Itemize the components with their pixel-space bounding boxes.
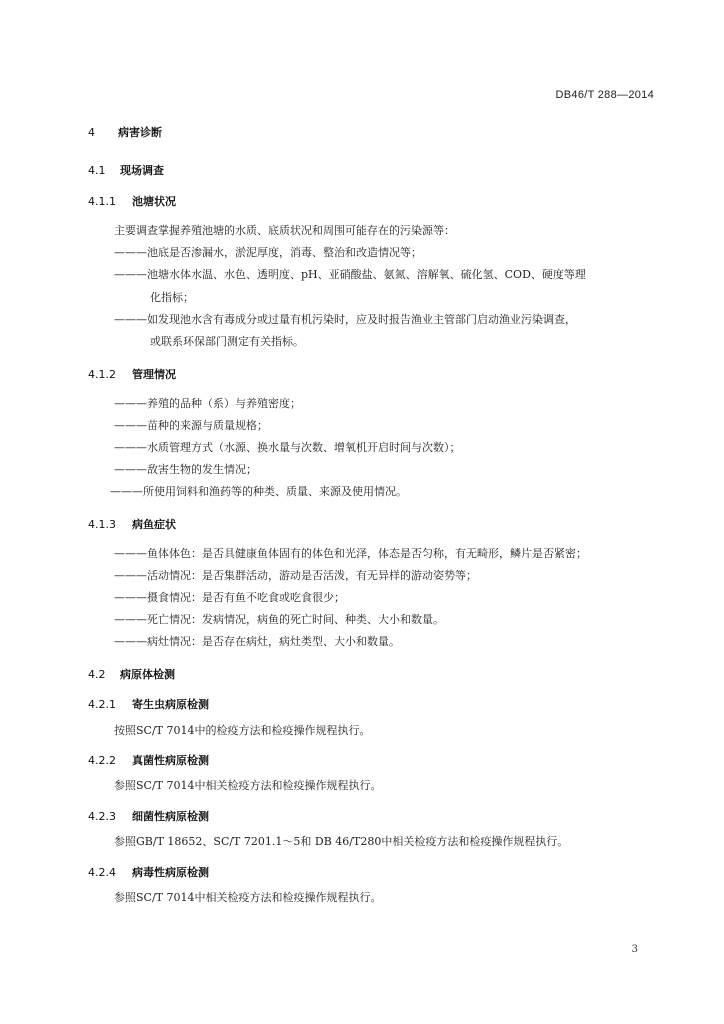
- section-4-2-3-heading: [88, 808, 209, 824]
- section-title: 管理情况: [132, 368, 176, 381]
- section-4-1-1-heading: [88, 193, 176, 209]
- section-number: 4.1: [88, 164, 106, 177]
- section-number: 4.1.1: [88, 195, 116, 208]
- standard-code: DB46/T 288—2014: [555, 89, 654, 101]
- section-title: 池塘状况: [132, 195, 176, 208]
- section-4-1-3-heading: [88, 516, 176, 532]
- list-item: ———病灶情况：是否存在病灶，病灶类型、大小和数量。: [114, 635, 400, 648]
- paragraph-text: 按照SC/T 7014中的检疫方法和检疫操作规程执行。: [114, 724, 371, 737]
- list-item: ———鱼体体色：是否具健康鱼体固有的体色和光泽，体态是否匀称，有无畸形，鳞片是否紧密；: [114, 547, 587, 560]
- section-title: 病鱼症状: [132, 518, 176, 531]
- list-item: ———敌害生物的发生情况；: [114, 463, 257, 476]
- section-4-1-heading: [88, 162, 164, 178]
- paragraph-text: 参照GB/T 18652、SC/T 7201.1～5和 DB 46/T280中相关检疫方法和检疫操作规程执行。: [114, 835, 569, 848]
- section-title: 病害诊断: [118, 126, 162, 139]
- section-title: 现场调查: [120, 164, 164, 177]
- paragraph-text: 参照SC/T 7014中相关检疫方法和检疫操作规程执行。: [114, 891, 382, 904]
- list-item: ———死亡情况：发病情况，病鱼的死亡时间、种类、大小和数量。: [114, 613, 444, 626]
- section-title: 病毒性病原检测: [132, 866, 209, 879]
- section-number: 4.2.2: [88, 754, 116, 767]
- section-title: 病原体检测: [120, 668, 175, 681]
- section-number: 4.1.3: [88, 518, 116, 531]
- list-item-continuation: 化指标；: [150, 291, 194, 304]
- section-number: 4.2.1: [88, 698, 116, 711]
- section-4-2-4-heading: [88, 864, 209, 880]
- paragraph-text: 参照SC/T 7014中相关检疫方法和检疫操作规程执行。: [114, 779, 382, 792]
- section-4-heading: [88, 124, 162, 140]
- list-item: ———苗种的来源与质量规格；: [114, 419, 268, 432]
- section-title: 寄生虫病原检测: [132, 698, 209, 711]
- page-number: 3: [631, 944, 638, 955]
- section-number: 4.2.4: [88, 866, 116, 879]
- list-item: ———池塘水体水温、水色、透明度、pH、亚硝酸盐、氨氮、溶解氧、硫化氢、COD、硬度等理: [114, 268, 586, 281]
- section-number: 4: [88, 126, 95, 139]
- list-item-continuation: 或联系环保部门测定有关指标。: [150, 335, 304, 348]
- list-item: ———水质管理方式（水源、换水量与次数、增氧机开启时间与次数）；: [114, 441, 461, 454]
- section-number: 4.1.2: [88, 368, 116, 381]
- section-4-2-2-heading: [88, 752, 209, 768]
- list-item: ———摄食情况：是否有鱼不吃食或吃食很少；: [114, 591, 345, 604]
- section-4-2-1-heading: [88, 696, 209, 712]
- section-number: 4.2.3: [88, 810, 116, 823]
- list-item: ———如发现池水含有毒成分或过量有机污染时，应及时报告渔业主管部门启动渔业污染调查，: [114, 313, 576, 326]
- list-item: ———活动情况：是否集群活动，游动是否活泼，有无异样的游动姿势等；: [114, 569, 477, 582]
- list-item: ———池底是否渗漏水，淤泥厚度，消毒、整治和改造情况等；: [114, 246, 422, 259]
- section-title: 细菌性病原检测: [132, 810, 209, 823]
- list-item: ———养殖的品种（系）与养殖密度；: [114, 397, 301, 410]
- paragraph-text: 主要调查掌握养殖池塘的水质、底质状况和周围可能存在的污染源等：: [114, 224, 455, 237]
- section-4-1-2-heading: [88, 366, 176, 382]
- list-item: ———所使用饲料和渔药等的种类、质量、来源及使用情况。: [110, 485, 407, 498]
- section-4-2-heading: [88, 666, 175, 682]
- section-title: 真菌性病原检测: [132, 754, 209, 767]
- section-number: 4.2: [88, 668, 106, 681]
